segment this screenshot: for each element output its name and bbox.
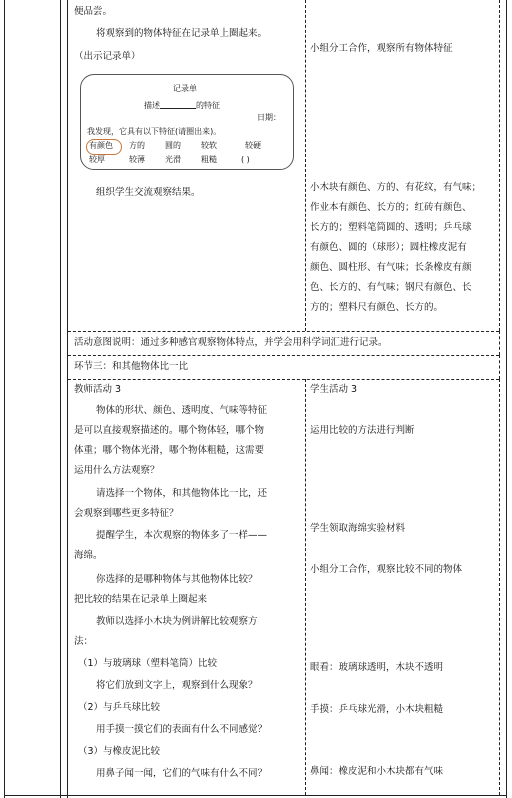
teacher-line: （2）与乒乓球比较 <box>78 702 161 713</box>
student-compare-method: 运用比较的方法进行判断 <box>310 425 415 436</box>
record-sheet-date: 日期： <box>257 113 281 122</box>
feature-option: 较厚 <box>89 155 105 164</box>
teacher-line: （3）与橡皮泥比较 <box>78 746 161 757</box>
teacher-line: 海绵。 <box>74 550 103 561</box>
feature-option: 圆的 <box>165 141 181 150</box>
finding-line: 作业本有颜色、长方的；红砖有颜色、 <box>310 202 472 213</box>
feature-option: 较硬 <box>245 141 261 150</box>
teacher-activity-body <box>74 401 267 784</box>
feature-option: 光滑 <box>165 155 181 164</box>
describe-blank <box>160 99 196 109</box>
teacher-activity-heading: 教师活动 3 <box>74 384 122 395</box>
teacher-line: （1）与玻璃球（塑料笔筒）比较 <box>78 658 218 669</box>
student-eye-observation: 眼看：玻璃球透明，木块不透明 <box>310 662 444 673</box>
circle-features-instruction: 将观察到的物体特征在记录单上圈起来。 <box>96 28 268 39</box>
show-record-sheet: （出示记录单） <box>74 51 141 62</box>
teacher-line: 体重；哪个物体光滑，哪个物体粗糙，这需要 <box>74 445 265 456</box>
feature-option: ( ) <box>241 155 250 164</box>
student-activity-heading: 学生活动 3 <box>310 384 358 395</box>
feature-option: 粗糙 <box>201 155 217 164</box>
row-divider-section-top <box>68 355 499 356</box>
table-right-border <box>506 0 507 798</box>
organize-exchange: 组织学生交流观察结果。 <box>96 187 201 198</box>
student-findings <box>310 178 481 318</box>
teacher-line: 运用什么方法观察？ <box>74 465 160 476</box>
feature-option: 较软 <box>201 141 217 150</box>
finding-line: 颜色、圆柱形、有气味；长条橡皮有颜 <box>310 262 472 273</box>
student-group-compare: 小组分工合作，观察比较不同的物体 <box>310 564 463 575</box>
teacher-line: 教师以选择小木块为例讲解比较观察方 <box>96 616 258 627</box>
teacher-line: 会观察到哪些更多特征？ <box>74 508 179 519</box>
teacher-line: 把比较的结果在记录单上圈起来 <box>74 594 208 605</box>
describe-prefix: 描述 <box>144 101 160 110</box>
teacher-line: 物体的形状、颜色、透明度、气味等特征 <box>96 405 268 416</box>
teacher-line: 是可以直接观察描述的。哪个物体轻，哪个物 <box>74 425 265 436</box>
record-sheet-card <box>80 74 294 170</box>
continued-line: 便品尝。 <box>74 6 113 17</box>
activity-intent: 活动意图说明：通过多种感官观察物体特点，并学会用科学词汇进行记录。 <box>74 337 388 348</box>
row-divider-intent-top <box>68 331 499 332</box>
finding-line: 方的；塑料尺有颜色、长方的。 <box>310 302 444 313</box>
feature-option: 较薄 <box>129 155 145 164</box>
teacher-line: 用手摸一摸它们的表面有什么不同感觉？ <box>96 724 268 735</box>
label-column-divider <box>60 0 61 798</box>
feature-option: 方的 <box>129 141 145 150</box>
student-get-sponge: 学生领取海绵实验材料 <box>310 523 406 534</box>
finding-line: 色、长方的、有气味；钢尺有颜色、长 <box>310 282 472 293</box>
teacher-line: 请选择一个物体，和其他物体比一比，还 <box>96 488 268 499</box>
content-left-divider <box>67 0 68 798</box>
right-border-dashed-bottom <box>499 379 500 795</box>
table-left-border <box>4 0 5 798</box>
right-border-dashed-top <box>499 0 500 331</box>
finding-line: 有颜色、圆的（球形）；圆柱橡皮泥有 <box>310 242 467 253</box>
record-sheet-title: 记录单 <box>173 84 197 93</box>
student-group-work: 小组分工合作，观察所有物体特征 <box>310 43 453 54</box>
record-sheet-describe <box>144 99 220 111</box>
row-divider-activity-top <box>68 379 499 380</box>
describe-suffix: 的特征 <box>196 101 220 110</box>
finding-line: 长方的；塑料笔筒圆的、透明；乒乓球 <box>310 222 472 233</box>
record-sheet-found: 我发现，它具有以下特征(请圈出来)。 <box>87 127 222 136</box>
teacher-line: 法： <box>74 636 94 647</box>
teacher-line: 提醒学生，本次观察的物体多了一样—— <box>96 530 268 541</box>
column-divider-bottom <box>305 379 306 795</box>
section-three-title: 环节三：和其他物体比一比 <box>74 361 189 372</box>
student-nose-observation: 鼻闻：橡皮泥和小木块都有气味 <box>310 766 444 777</box>
column-divider-top <box>305 0 306 331</box>
feature-option: 有颜色 <box>89 141 113 150</box>
finding-line: 小木块有颜色、方的、有花纹，有气味； <box>310 182 482 193</box>
right-border-dashed-section <box>499 355 500 379</box>
student-hand-observation: 手摸：乒乓球光滑，小木块粗糙 <box>310 704 444 715</box>
teacher-line: 你选择的是哪种物体与其他物体比较？ <box>96 574 258 585</box>
table-bottom-border <box>4 795 507 796</box>
teacher-line: 用鼻子闻一闻，它们的气味有什么不同？ <box>96 768 268 779</box>
right-border-dashed-intent <box>499 331 500 355</box>
teacher-line: 将它们放到文字上，观察到什么现象？ <box>96 680 258 691</box>
